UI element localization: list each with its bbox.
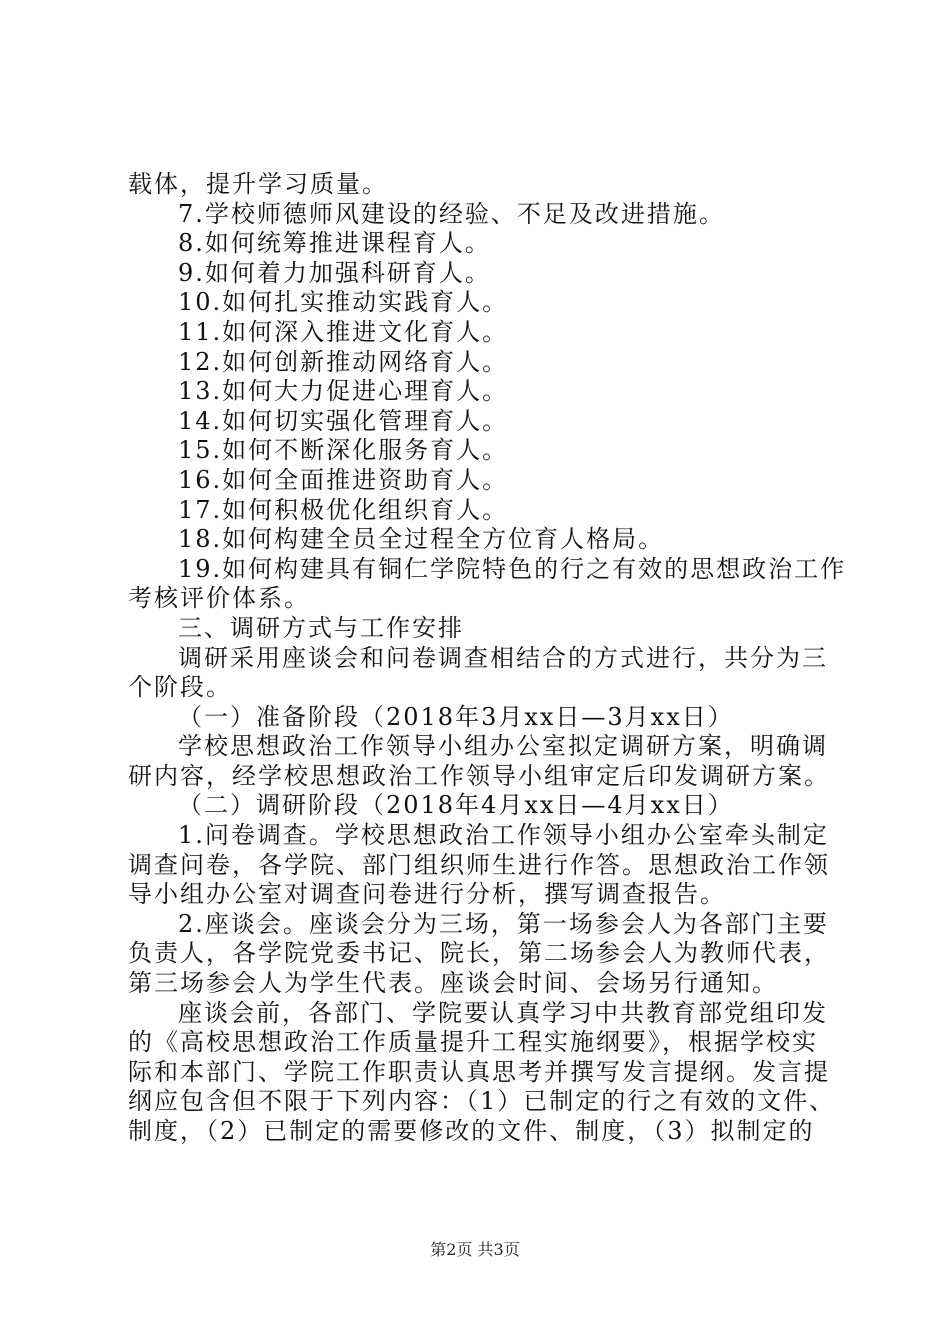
text-line: 17.如何积极优化组织育人。 [178,495,509,524]
text-line: 载体，提升学习质量。 [128,170,388,198]
text-line: 调研采用座谈会和问卷调查相结合的方式进行，共分为三 [178,643,828,672]
text-line: 导小组办公室对调查问卷进行分析，撰写调查报告。 [128,880,726,909]
text-line: 负责人，各学院党委书记、院长，第二场参会人为教师代表， [128,939,830,968]
text-line: 10.如何扎实推动实践育人。 [178,288,509,317]
document-body [128,170,847,1147]
text-line: 12.如何创新推动网络育人。 [178,347,509,376]
text-line: 的《高校思想政治工作质量提升工程实施纲要》，根据学校实 [128,1028,818,1057]
text-line: 1.问卷调查。学校思想政治工作领导小组办公室牵头制定 [178,821,829,850]
text-line: 9.如何着力加强科研育人。 [178,258,491,287]
text-line: 11.如何深入推进文化育人。 [178,317,509,346]
text-line: 18.如何构建全员全过程全方位育人格局。 [178,525,665,554]
page-number-footer: 第2页 共3页 [430,1240,520,1259]
text-line: 制度，（2）已制定的需要修改的文件、制度，（3）拟制定的 [128,1117,815,1145]
text-line: 座谈会前，各部门、学院要认真学习中共教育部党组印发 [178,998,828,1027]
text-line: 7.学校师德师风建设的经验、不足及改进措施。 [178,199,725,228]
text-line: 个阶段。 [128,673,232,702]
text-line: 16.如何全面推进资助育人。 [178,465,509,494]
text-line: 15.如何不断深化服务育人。 [178,436,509,465]
text-line: 纲应包含但不限于下列内容：（1）已制定的行之有效的文件、 [128,1087,836,1116]
text-line: 19.如何构建具有铜仁学院特色的行之有效的思想政治工作 [178,554,847,583]
text-line: 2.座谈会。座谈会分为三场，第一场参会人为各部门主要 [178,909,829,938]
text-line: 13.如何大力促进心理育人。 [178,377,509,406]
text-line: 考核评价体系。 [128,584,310,613]
text-line: 际和本部门、学院工作职责认真思考并撰写发言提纲。发言提 [128,1057,830,1086]
text-line: 研内容，经学校思想政治工作领导小组审定后印发调研方案。 [128,761,830,790]
text-line: 14.如何切实强化管理育人。 [178,406,509,435]
text-line: 学校思想政治工作领导小组办公室拟定调研方案，明确调 [178,732,828,761]
text-line: （一）准备阶段（2018年3月xx日—3月xx日） [178,702,734,731]
text-line: 三、调研方式与工作安排 [178,613,464,642]
text-line: 调查问卷，各学院、部门组织师生进行作答。思想政治工作领 [128,850,830,879]
text-line: 第三场参会人为学生代表。座谈会时间、会场另行通知。 [128,969,778,998]
text-line: 8.如何统筹推进课程育人。 [178,229,491,258]
text-line: （二）调研阶段（2018年4月xx日—4月xx日） [178,791,734,820]
